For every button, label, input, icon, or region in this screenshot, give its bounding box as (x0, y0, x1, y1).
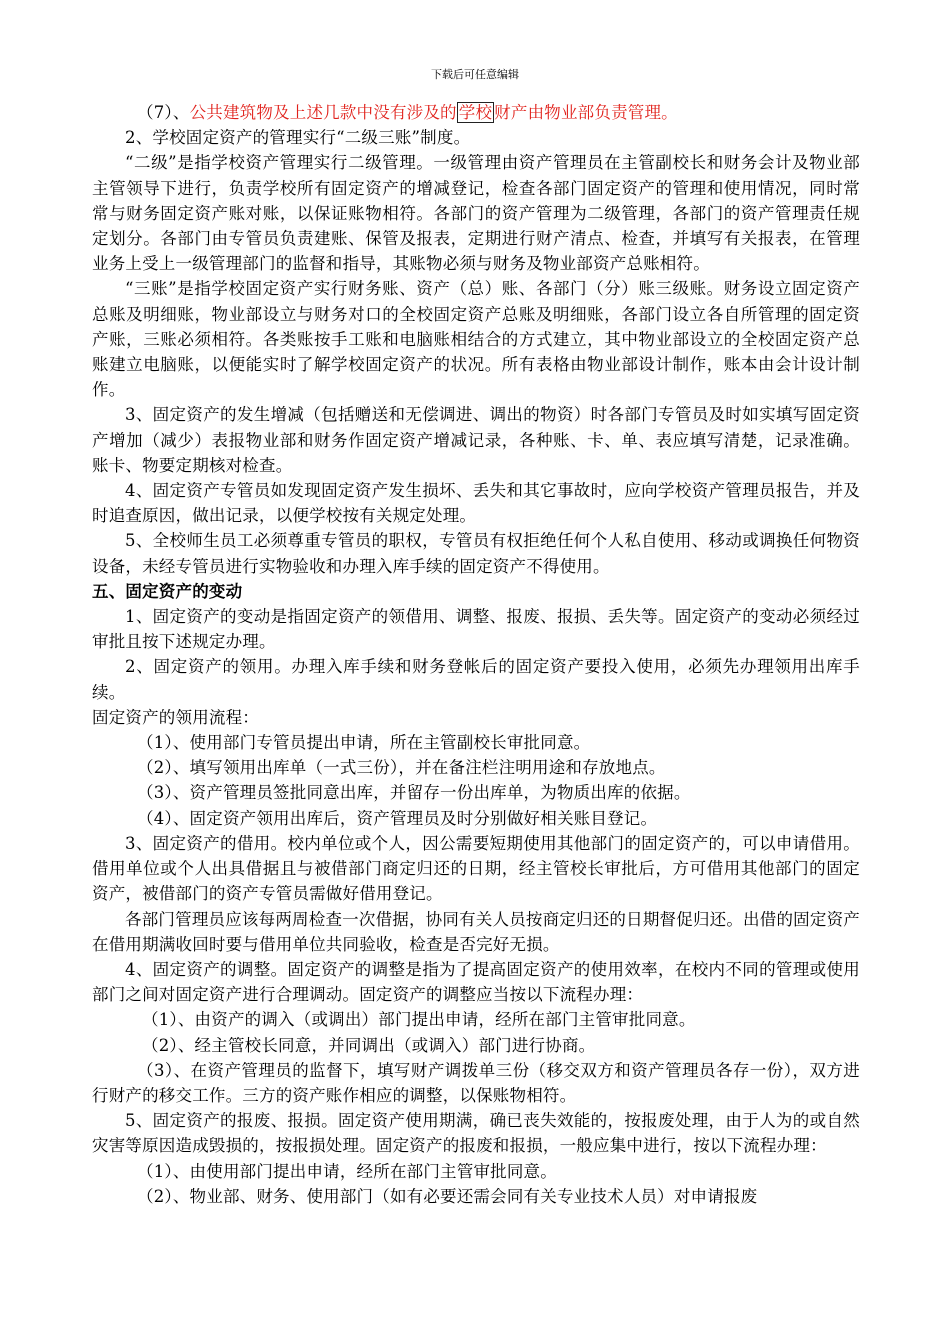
paragraph: “三账”是指学校固定资产实行财务账、资产（总）账、各部门（分）账三级账。财务设立固定资产总账及明细账，物业部设立与财务对口的全校固定资产总账及明细账，各部门设立各自所管理的固定资产账，三账必须相符。各类账按手工账和电脑账相结合的方式建立，其中物业部设立的全校固定资产总账建立电脑账，以便能实时了解学校固定资产的状况。所有表格由物业部设计制作，账本由会计设计制作。 (92, 279, 860, 400)
list-item: （2）、物业部、财务、使用部门（如有必要还需会同有关专业技术人员）对申请报废 (137, 1186, 758, 1206)
highlighted-text-end: 财产由物业部负责管理。 (494, 103, 678, 122)
page-header: 下载后可任意编辑 (431, 68, 519, 81)
paragraph: 固定资产的领用流程： (92, 707, 259, 727)
list-item: （1）、由资产的调入（或调出）部门提出申请，经所在部门主管审批同意。 (142, 1010, 696, 1030)
list-item: （3）、资产管理员签批同意出库，并留存一份出库单，为物质出库的依据。 (137, 783, 691, 803)
paragraph: “二级”是指学校资产管理实行二级管理。一级管理由资产管理员在主管副校长和财务会计及物业部主管领导下进行，负责学校所有固定资产的增减登记，检查各部门固定资产的管理和使用情况，同时常常与财务固定资产账对账，以保证账物相符。各部门的资产管理为二级管理，各部门的资产管理责任规定划分。各部门由专管员负责建账、保管及报表，定期进行财产清点、检查，并填写有关报表，在管理业务上受上一级管理部门的监督和指导，其账物必须与财务及物业部资产总账相符。 (92, 153, 860, 274)
paragraph: 5、全校师生员工必须尊重专管员的职权，专管员有权拒绝任何个人私自使用、移动或调换任何物资设备，未经专管员进行实物验收和办理入库手续的固定资产不得使用。 (92, 531, 860, 576)
paragraph: 2、固定资产的领用。办理入库手续和财务登帐后的固定资产要投入使用，必须先办理领用出库手续。 (92, 657, 860, 702)
list-item: （2）、经主管校长同意，并同调出（或调入）部门进行协商。 (142, 1035, 596, 1055)
list-item: （2）、填写领用出库单（一式三份），并在备注栏注明用途和存放地点。 (137, 758, 666, 778)
section-heading: 五、固定资产的变动 (92, 581, 243, 601)
highlighted-text: 公共建筑物及上述几款中没有涉及的 (189, 103, 457, 122)
paragraph: 5、固定资产的报废、报损。固定资产使用期满，确已丧失效能的，按报废处理，由于人为的或自然灾害等原因造成毁损的，按报损处理。固定资产的报废和报损，一般应集中进行，按以下流程办理： (92, 1111, 860, 1156)
paragraph: 4、固定资产的调整。固定资产的调整是指为了提高固定资产的使用效率，在校内不同的管理或使用部门之间对固定资产进行合理调动。固定资产的调整应当按以下流程办理： (92, 959, 860, 1005)
paragraph: 3、固定资产的借用。校内单位或个人，因公需要短期使用其他部门的固定资产的，可以申请借用。借用单位或个人出具借据且与被借部门商定归还的日期，经主管校长审批后，方可借用其他部门的固定资产，被借部门的资产专管员需做好借用登记。 (92, 833, 860, 904)
document-body (92, 100, 860, 1209)
paragraph: 1、固定资产的变动是指固定资产的领借用、调整、报废、报损、丢失等。固定资产的变动必须经过审批且按下述规定办理。 (92, 607, 860, 652)
list-item: （1）、由使用部门提出申请，经所在部门主管审批同意。 (137, 1161, 557, 1181)
list-item: （1）、使用部门专管员提出申请，所在主管副校长审批同意。 (137, 733, 591, 753)
list-item: （3）、在资产管理员的监督下，填写财产调拨单三份（移交双方和资产管理员各存一份），双方进行财产的移交工作。三方的资产账作相应的调整，以保账物相符。 (92, 1060, 860, 1105)
list-item: （4）、固定资产领用出库后，资产管理员及时分别做好相关账目登记。 (137, 808, 658, 828)
paragraph: 2、学校固定资产的管理实行“二级三账”制度。 (125, 128, 471, 148)
paragraph: 4、固定资产专管员如发现固定资产发生损坏、丢失和其它事故时，应向学校资产管理员报告，并及时追查原因，做出记录，以便学校按有关规定处理。 (92, 481, 860, 526)
boxed-word: 学校 (458, 103, 493, 122)
paragraph: 各部门管理员应该每两周检查一次借据，协同有关人员按商定归还的日期督促归还。出借的固定资产在借用期满收回时要与借用单位共同验收，检查是否完好无损。 (92, 909, 860, 954)
item-number: （7）、 (137, 103, 190, 122)
paragraph: 3、固定资产的发生增减（包括赠送和无偿调进、调出的物资）时各部门专管员及时如实填写固定资产增加（减少）表报物业部和财务作固定资产增减记录，各种账、卡、单、表应填写清楚，记录准确。账卡、物要定期核对检查。 (92, 405, 860, 475)
paragraph-item-7 (92, 100, 860, 125)
